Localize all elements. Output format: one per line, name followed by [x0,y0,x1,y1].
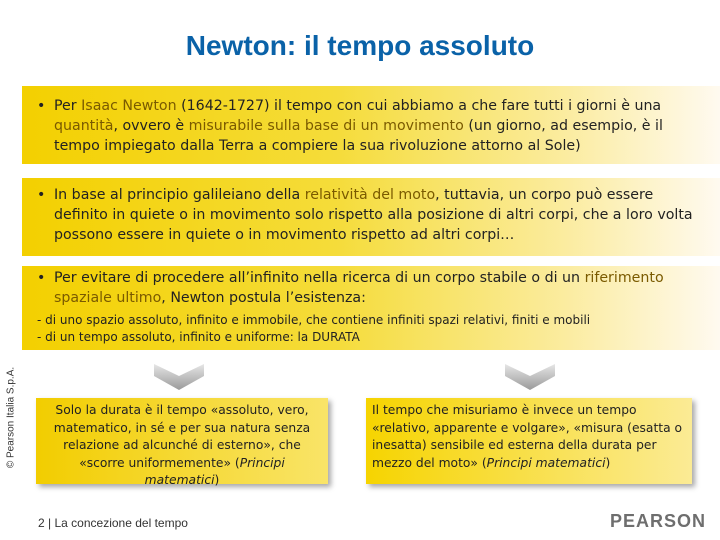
footer-separator: | [48,516,52,530]
subpoint-tempo: - di un tempo assoluto, infinito e uniforme: la DURATA [37,330,360,344]
footer-title: La concezione del tempo [54,516,188,530]
bullet-text [37,268,697,308]
chevron-down-icon [505,364,555,390]
chevron-down-icon [154,364,204,390]
text-run: (un giorno, ad esempio, è il tempo impiegato dalla Terra a compiere la sua rivoluzione attorno al Sole) [54,118,663,154]
bullet-text [37,185,697,245]
highlight-quantita: quantità [54,118,114,134]
citation-principi: Principi matematici [486,455,606,470]
text-run: (1642-1727) il tempo con cui abbiamo a che fare tutti i giorni è una [176,98,662,114]
text-run: ) [605,455,611,470]
highlight-misurabile: misurabile sulla base di un movimento [188,118,464,134]
citation-principi: Principi matematici [144,455,285,487]
bullet-riferimento [37,268,697,308]
text-run: , ovvero è [113,118,189,134]
highlight-riferimento: riferimento spaziale ultimo [54,270,664,306]
highlight-isaac-newton: Isaac Newton [81,98,177,114]
subpoint-spazio: - di uno spazio assoluto, infinito e immobile, che contiene infiniti spazi relativi, finiti e mobili [37,313,591,327]
page-title: Newton: il tempo assoluto [185,30,535,61]
tempo-relativo-box [366,398,692,484]
text-run: Il tempo che misuriamo è invece un tempo «relativo, apparente e volgare», «misura (esatta o inesatta) sensibile ed esterna della durata per mezzo del moto» ( [372,403,683,470]
text-run: In base al principio galileiano della [54,187,305,203]
durata-box [36,398,328,487]
copyright-notice: © Pearson Italia S.p.A. [5,366,17,469]
bullet-text [37,96,697,156]
durata-box-text [36,402,328,490]
bullet-isaac-newton [37,96,697,156]
text-run: , tuttavia, un corpo può essere definito in quiete o in movimento solo rispetto alla posizione di altri corpi, che a loro volta possono essere in quiete o in movimento rispetto ad altri corpi… [54,187,693,243]
bullet-dot: • [37,187,46,203]
page-number: 2 [38,516,45,530]
pearson-logo: PEARSON [609,511,706,531]
text-run: , Newton postula l’esistenza: [161,290,366,306]
bullet-relativita [37,185,697,245]
text-run: Per [54,98,82,114]
text-run: ) [214,473,220,487]
bullet-dot: • [37,270,46,286]
text-run: Solo la durata è il tempo «assoluto, vero, matematico, in sé e per sua natura senza relazione ad alcunché di esterno», che «scorre uniformemente» ( [53,403,311,470]
slide-footer [38,516,188,530]
tempo-relativo-box-text [366,402,692,472]
text-run: Per evitare di procedere all’infinito nella ricerca di un corpo stabile o di un [54,270,585,286]
highlight-relativita: relatività del moto [304,187,436,203]
bullet-dot: • [37,98,46,114]
